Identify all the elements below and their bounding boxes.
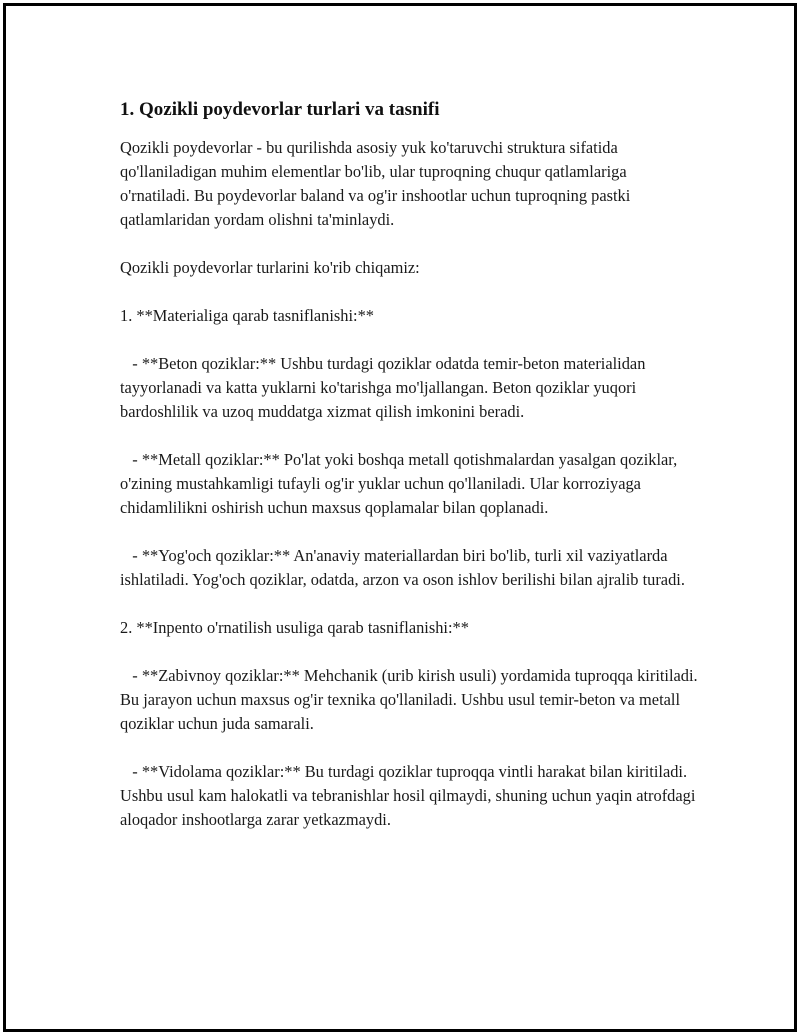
item-concrete-piles: - **Beton qoziklar:** Ushbu turdagi qoziklar odatda temir-beton materialidan tayyorlanadi va katta yuklarni ko'tarishga mo'ljallangan. Beton qoziklar yuqori bardoshlilik va uzoq muddatga xizmat qilish imkonini beradi. — [120, 354, 650, 421]
page-title: 1. Qozikli poydevorlar turlari va tasnifi — [120, 99, 440, 120]
item-metal-piles: - **Metall qoziklar:** Po'lat yoki boshqa metall qotishmalardan yasalgan qoziklar, o'zining mustahkamligi tufayli og'ir yuklar uchun qo'llaniladi. Ular korroziyaga chidamlilikni oshirish uchun maxsus qoplamalar bilan qoplanadi. — [120, 450, 682, 517]
page-frame — [3, 3, 797, 1032]
item-wooden-piles: - **Yog'och qoziklar:** An'anaviy materiallardan biri bo'lib, turli xil vaziyatlarda ishlatiladi. Yog'och qoziklar, odatda, arzon va oson ishlov berilishi bilan ajralib turadi. — [120, 546, 685, 589]
document-body — [120, 98, 700, 832]
item-driven-piles: - **Zabivnoy qoziklar:** Mehchanik (urib kirish usuli) yordamida tuproqqa kiritiladi. Bu jarayon uchun maxsus og'ir texnika qo'llaniladi. Ushbu usul temir-beton va metall qoziklar uchun juda samarali. — [120, 666, 702, 733]
section-heading-material: 1. **Materialiga qarab tasniflanishi:** — [120, 306, 374, 325]
section-heading-installation: 2. **Inpento o'rnatilish usuliga qarab tasniflanishi:** — [120, 618, 469, 637]
intro-paragraph: Qozikli poydevorlar - bu qurilishda asosiy yuk ko'taruvchi struktura sifatida qo'llaniladigan muhim elementlar bo'lib, ular tuproqning chuqur qatlamlariga o'rnatiladi. Bu poydevorlar baland va og'ir inshootlar uchun tuproqning pastki qatlamlaridan yordam olishni ta'minlaydi. — [120, 138, 635, 229]
item-screw-piles: - **Vidolama qoziklar:** Bu turdagi qoziklar tuproqqa vintli harakat bilan kiritiladi. Ushbu usul kam halokatli va tebranishlar hosil qilmaydi, shuning uchun yaqin atrofdagi aloqador inshootlarga zarar yetkazmaydi. — [120, 762, 700, 829]
types-intro-paragraph: Qozikli poydevorlar turlarini ko'rib chiqamiz: — [120, 258, 420, 277]
